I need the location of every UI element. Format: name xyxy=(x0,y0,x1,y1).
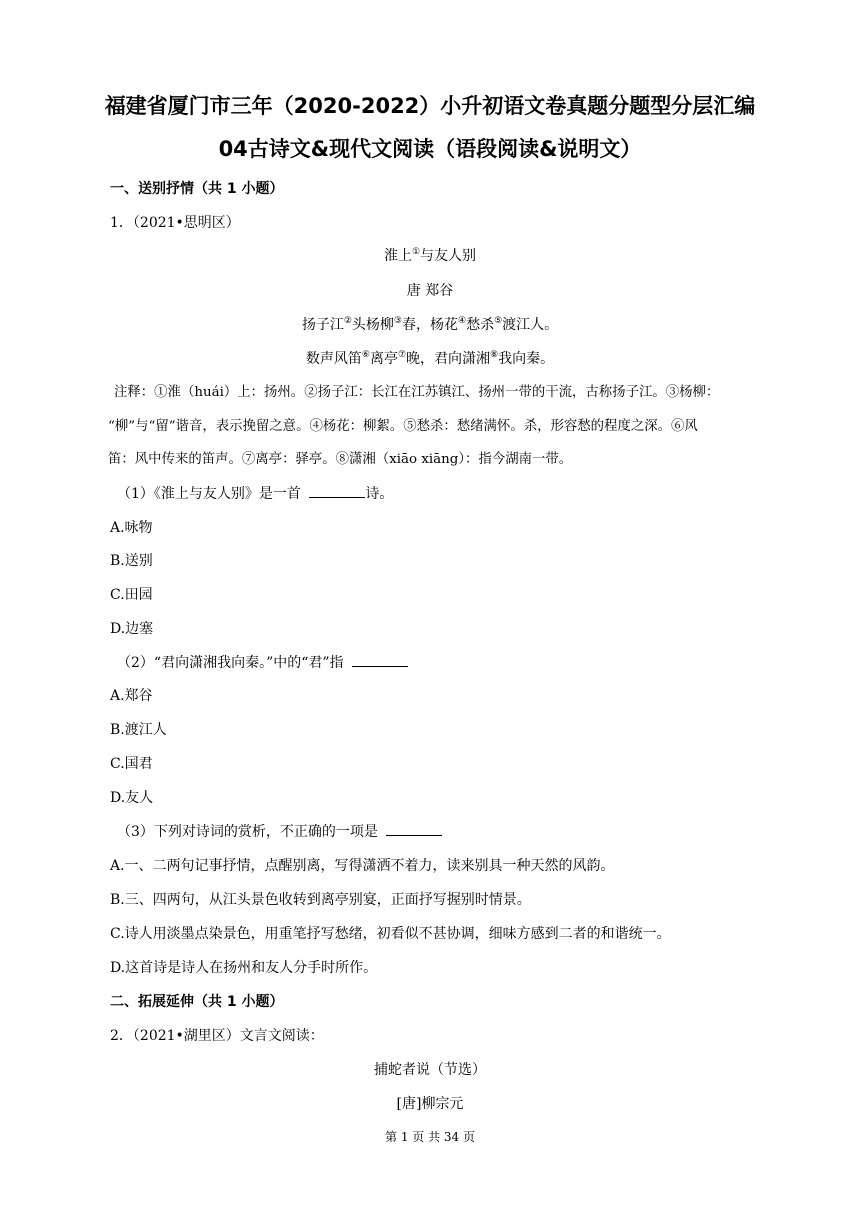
reading-text-author: [唐]柳宗元 xyxy=(396,1096,464,1112)
question-1-intro: 1．（2021•思明区） xyxy=(110,215,240,231)
q3-option-a: A.一、二两句记事抒情，点醒别离，写得潇洒不着力，读来别具一种天然的风韵。 xyxy=(110,858,615,874)
q2-option-d: D.友人 xyxy=(110,790,154,806)
poem-line-1: 扬子江②头杨柳③春，杨花④愁杀⑤渡江人。 xyxy=(301,316,559,333)
reading-text-title: 捕蛇者说（节选） xyxy=(374,1062,486,1078)
subquestion-1: （1）《淮上与友人别》是一首 诗。 xyxy=(117,486,394,502)
q3-option-b: B.三、四两句，从江头景色收转到离亭别宴，正面抒写握别时情景。 xyxy=(110,892,531,908)
notes-line-2: “柳”与“留”谐音，表示挽留之意。④杨花：柳絮。⑤愁杀：愁绪满怀。杀，形容愁的程度之深。⑥风 xyxy=(108,419,698,434)
answer-blank xyxy=(352,654,408,667)
q1-option-b: B.送别 xyxy=(110,553,153,569)
q1-option-d: D.边塞 xyxy=(110,621,154,637)
page-footer: 第 1 页 共 34 页 xyxy=(385,1130,475,1144)
answer-blank xyxy=(309,485,365,498)
q3-option-c: C.诗人用淡墨点染景色，用重笔抒写愁绪，初看似不甚协调，细味方感到二者的和谐统一。 xyxy=(110,926,671,942)
document-title-line2: 04古诗文&现代文阅读（语段阅读&说明文） xyxy=(218,137,642,161)
poem-author: 唐 郑谷 xyxy=(406,283,454,299)
answer-blank xyxy=(386,823,442,836)
section-heading-2: 二、拓展延伸（共 1 小题） xyxy=(110,994,284,1010)
section-heading-1: 一、送别抒情（共 1 小题） xyxy=(110,181,284,197)
q3-option-d: D.这首诗是诗人在扬州和友人分手时所作。 xyxy=(110,960,378,976)
q2-option-b: B.渡江人 xyxy=(110,722,167,738)
subquestion-2: （2）“君向潇湘我向秦。”中的“君”指 xyxy=(117,654,408,672)
document-title-line1: 福建省厦门市三年（2020-2022）小升初语文卷真题分题型分层汇编 xyxy=(104,94,756,118)
q1-option-c: C.田园 xyxy=(110,587,153,603)
subquestion-3: （3）下列对诗词的赏析，不正确的一项是 xyxy=(117,823,442,841)
notes-line-3: 笛：风中传来的笛声。⑦离亭：驿亭。⑧潇湘（xiāo xiāng）：指今湖南一带。 xyxy=(108,452,573,467)
poem-title: 淮上①与友人别 xyxy=(383,247,477,264)
poem-line-2: 数声风笛⑥离亭⑦晚，君向潇湘⑧我向秦。 xyxy=(305,350,555,367)
q2-option-a: A.郑谷 xyxy=(110,688,153,704)
notes-line-1: 注释：①淮（huái）上：扬州。②扬子江：长江在江苏镇江、扬州一带的干流，古称扬子江。③杨柳： xyxy=(114,385,720,400)
question-2-intro: 2．（2021•湖里区）文言文阅读： xyxy=(110,1028,324,1044)
q2-option-c: C.国君 xyxy=(110,756,153,772)
q1-option-a: A.咏物 xyxy=(110,520,153,536)
